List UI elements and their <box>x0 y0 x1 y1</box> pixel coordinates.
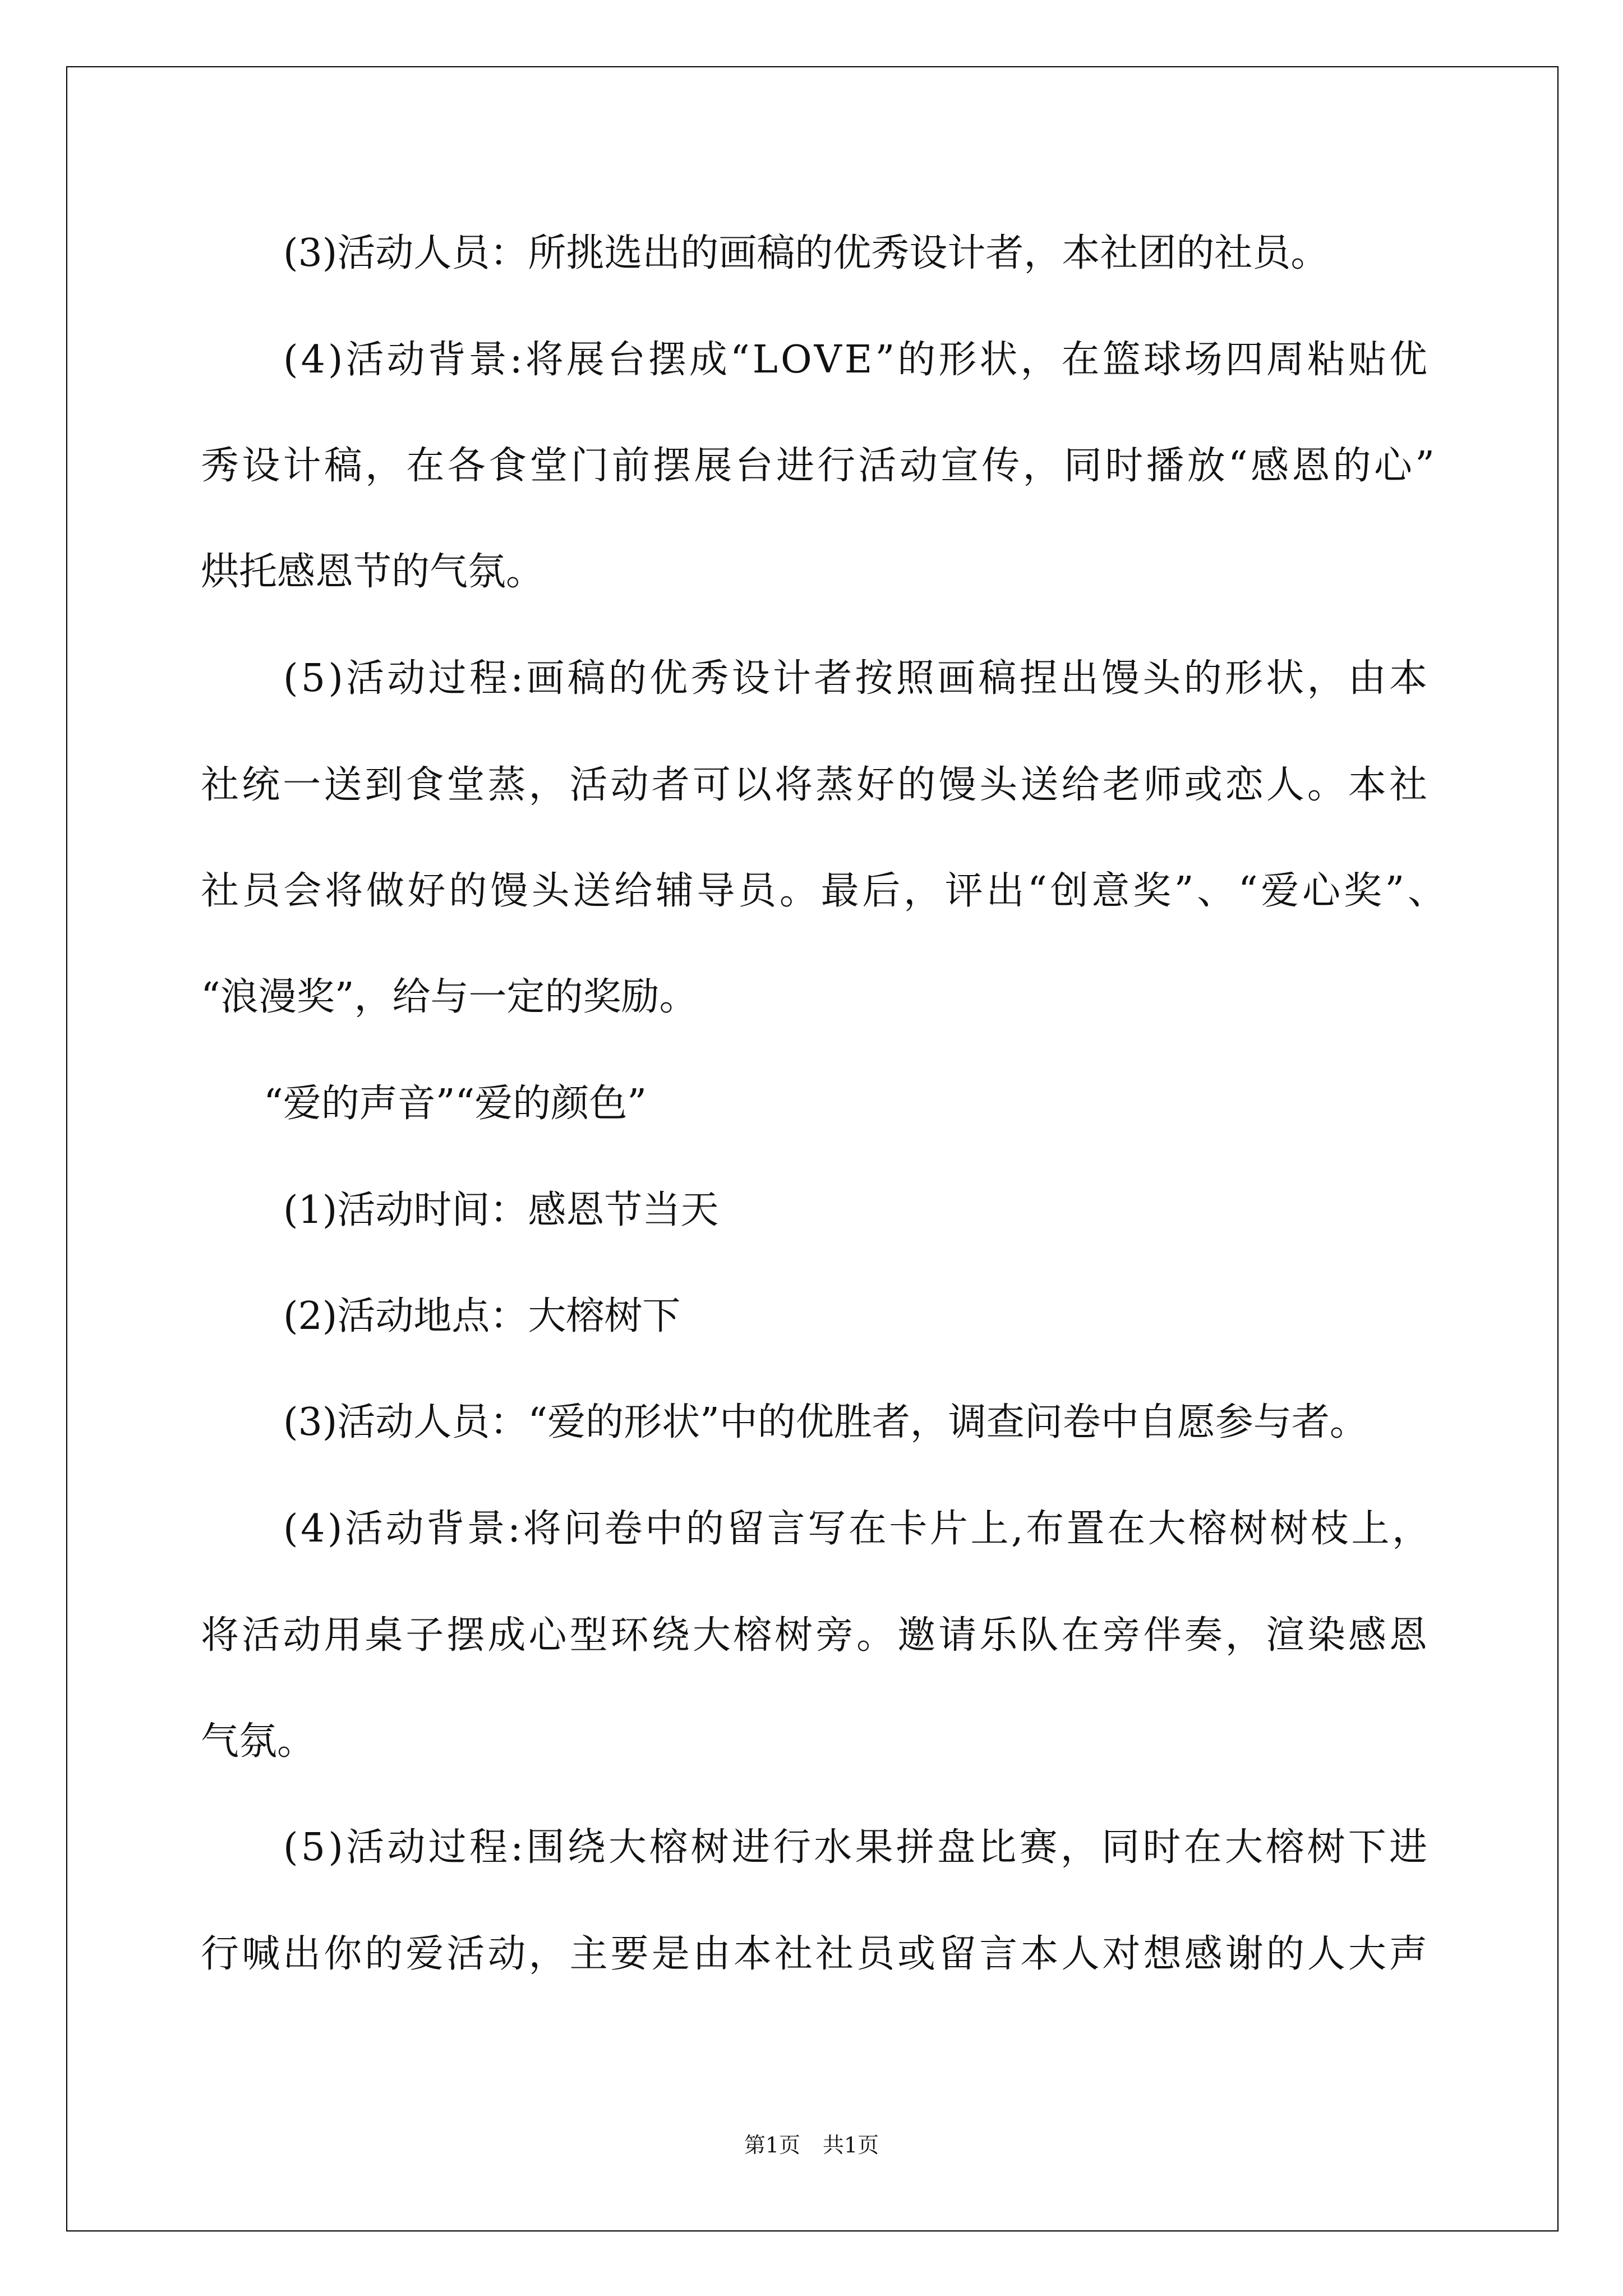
text-line: 社统一送到食堂蒸，活动者可以将蒸好的馒头送给老师或恋人。本社 <box>201 763 1431 807</box>
text-line: (5)活动过程:围绕大榕树进行水果拼盘比赛，同时在大榕树下进 <box>283 1825 1431 1870</box>
text-line: (5)活动过程:画稿的优秀设计者按照画稿捏出馒头的形状，由本 <box>283 656 1431 701</box>
text-line: (2)活动地点：大榕树下 <box>283 1294 681 1338</box>
text-line: 社员会将做好的馒头送给辅导员。最后，评出“创意奖”、“爱心奖”、 <box>201 869 1449 913</box>
text-line: (1)活动时间：感恩节当天 <box>283 1188 719 1232</box>
text-line: 气氛。 <box>201 1719 316 1764</box>
text-line: “浪漫奖”，给与一定的奖励。 <box>201 975 698 1019</box>
page-number: 第1页 <box>744 2133 800 2157</box>
text-line: (3)活动人员：“爱的形状”中的优胜者，调查问卷中自愿参与者。 <box>283 1400 1368 1444</box>
text-line: 秀设计稿，在各食堂门前摆展台进行活动宣传，同时播放“感恩的心” <box>201 444 1438 488</box>
section-heading: “爱的声音”“爱的颜色” <box>264 1082 647 1126</box>
page-footer <box>0 2132 1623 2159</box>
text-line: (4)活动背景:将问卷中的留言写在卡片上,布置在大榕树树枝上， <box>283 1507 1433 1551</box>
text-line: 将活动用桌子摆成心型环绕大榕树旁。邀请乐队在旁伴奏，渲染感恩 <box>201 1613 1431 1658</box>
page-total: 共1页 <box>823 2133 879 2157</box>
text-line: (4)活动背景:将展台摆成“LOVE”的形状，在篮球场四周粘贴优 <box>283 338 1431 382</box>
text-line: (3)活动人员：所挑选出的画稿的优秀设计者，本社团的社员。 <box>283 231 1329 275</box>
text-line: 烘托感恩节的气氛。 <box>201 550 545 594</box>
text-line: 行喊出你的爱活动，主要是由本社社员或留言本人对想感谢的人大声 <box>201 1932 1431 1976</box>
page-border <box>66 66 1559 2231</box>
